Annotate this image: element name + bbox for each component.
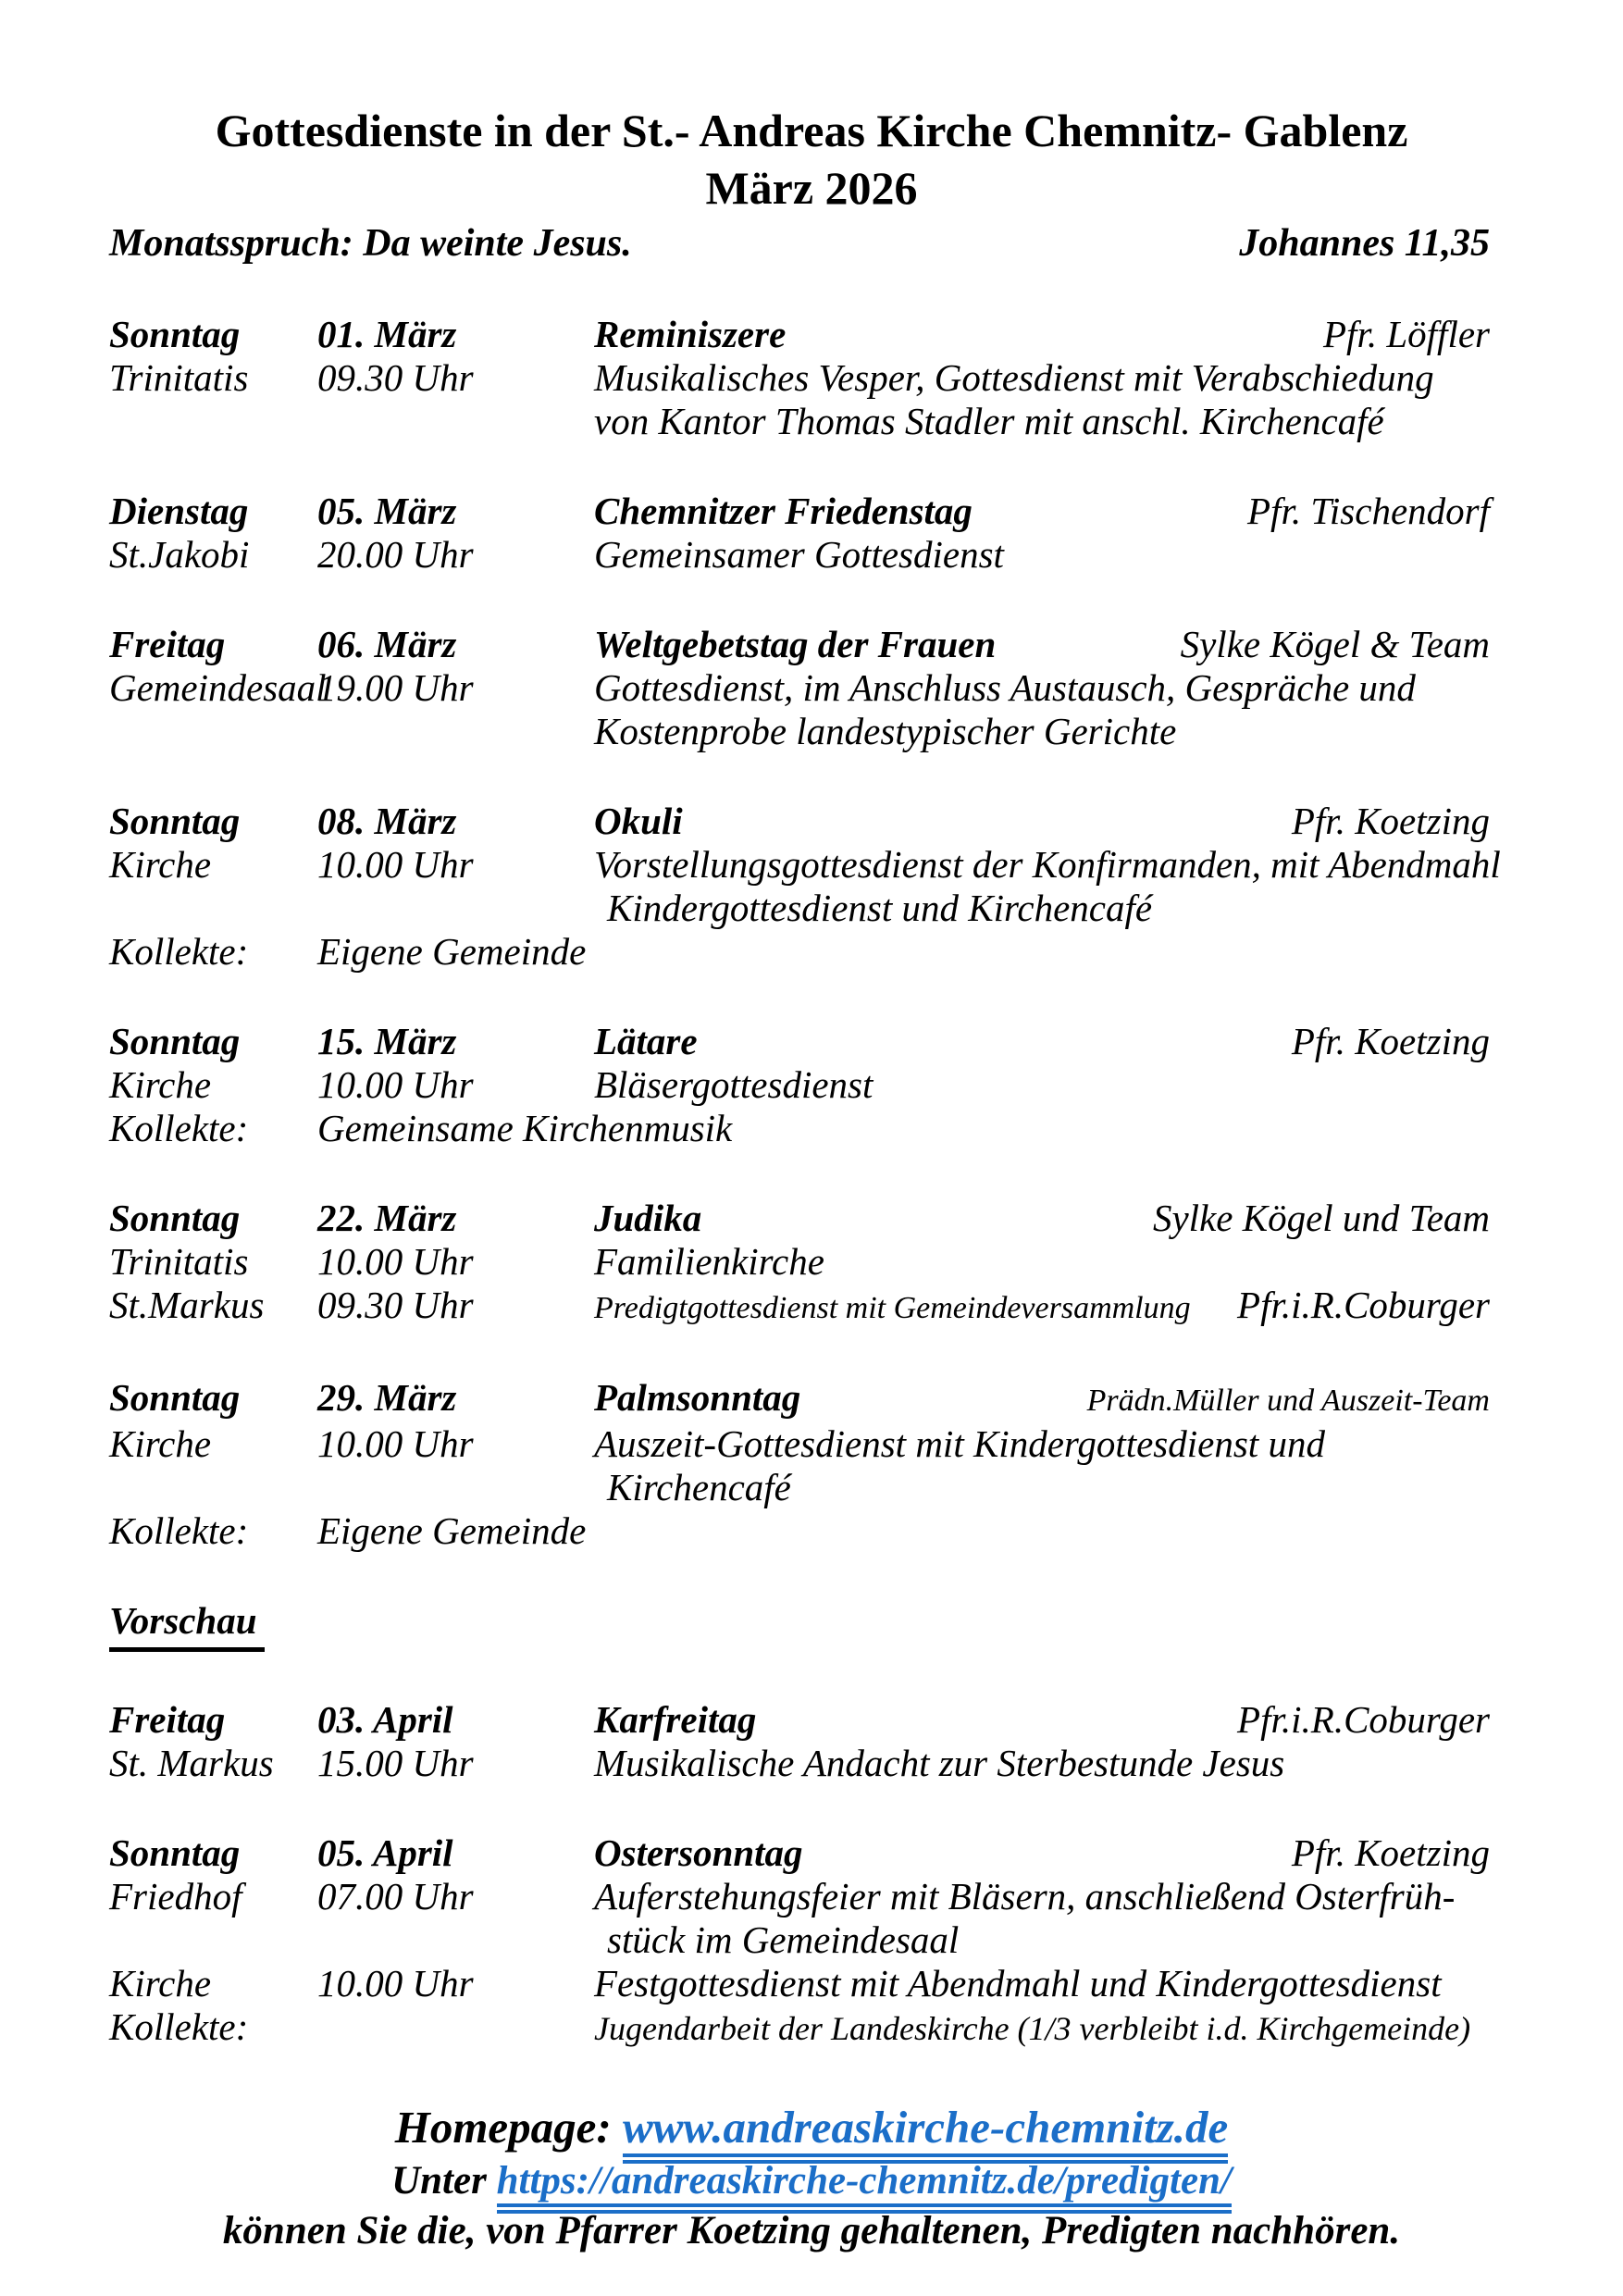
vorschau-content [109, 1698, 1490, 2051]
schedule-row [109, 623, 1490, 666]
description-cell: Gottesdienst, im Anschluss Austausch, Gespräche und [594, 666, 1416, 709]
location-cell: Trinitatis [109, 356, 249, 399]
schedule-row [109, 843, 1501, 887]
kollekte-label: Kollekte: [109, 1107, 249, 1149]
schedule-row [109, 887, 1490, 930]
description-cell: Familienkirche [594, 1240, 824, 1283]
page-title-line-2: März 2026 [705, 162, 918, 214]
kollekte-row [109, 1509, 1490, 1553]
kollekte-value: Eigene Gemeinde [317, 1509, 587, 1552]
homepage-link[interactable]: www.andreaskirche-chemnitz.de [623, 2102, 1228, 2164]
time-cell: 10.00 Uhr [317, 1962, 474, 2004]
date-cell: 22. März [317, 1197, 457, 1239]
schedule-row [109, 1962, 1490, 2005]
schedule-row [109, 1422, 1490, 1466]
schedule-content [109, 220, 1501, 1553]
schedule-row [109, 1698, 1490, 1742]
title-cell: Palmsonntag [594, 1376, 801, 1419]
title-cell: Weltgebetstag der Frauen [594, 623, 997, 665]
schedule-row [109, 710, 1490, 753]
schedule-row [109, 1063, 1490, 1107]
predigten-line [0, 2156, 1623, 2206]
description-cell: Musikalisches Vesper, Gottesdienst mit Verabschiedung [594, 356, 1434, 399]
kollekte-value: Jugendarbeit der Landeskirche (1/3 verbleibt i.d. Kirchgemeinde) [594, 2010, 1471, 2047]
schedule-row [109, 356, 1490, 400]
service-block [109, 313, 1490, 443]
location-cell: St.Jakobi [109, 533, 250, 576]
time-cell: 09.30 Uhr [317, 356, 474, 399]
service-block [109, 490, 1490, 577]
vorschau-heading: Vorschau [109, 1599, 1490, 1652]
service-block [109, 1197, 1490, 1330]
schedule-row [109, 1197, 1490, 1240]
day-cell: Freitag [109, 1698, 226, 1741]
kollekte-value: Gemeinsame Kirchenmusik [317, 1107, 733, 1149]
schedule-row [109, 1875, 1490, 1918]
date-cell: 05. April [317, 1831, 453, 1874]
day-cell: Freitag [109, 623, 226, 665]
location-cell: Kirche [109, 1063, 212, 1106]
day-cell: Sonntag [109, 313, 241, 355]
description-cell: Gemeinsamer Gottesdienst [594, 533, 1004, 576]
predigten-label: Unter [391, 2159, 487, 2203]
location-cell: St. Markus [109, 1742, 274, 1784]
leader-cell: Sylke Kögel und Team [1152, 1197, 1490, 1239]
motto-reference: Johannes 11,35 [1239, 222, 1490, 265]
time-cell: 19.00 Uhr [317, 666, 474, 709]
schedule-row [109, 1240, 1490, 1284]
leader-cell: Prädn.Müller und Auszeit-Team [1086, 1384, 1490, 1418]
description-cell: Auferstehungsfeier mit Bläsern, anschließend Osterfrüh- [594, 1875, 1456, 1917]
leader-cell: Pfr. Koetzing [1291, 1831, 1490, 1874]
schedule-row [109, 490, 1490, 533]
description-cell: Vorstellungsgottesdienst der Konfirmanden, mit Abendmahl [594, 843, 1501, 886]
location-cell: St.Markus [109, 1284, 265, 1326]
service-block [109, 800, 1501, 974]
service-block [109, 1698, 1490, 1785]
title-cell: Lätare [594, 1020, 698, 1062]
schedule-row [109, 1918, 1490, 1962]
location-cell: Kirche [109, 1962, 212, 2004]
title-cell: Judika [594, 1197, 702, 1239]
time-cell: 09.30 Uhr [317, 1284, 474, 1326]
schedule-row [109, 533, 1490, 577]
page-title-line-1: Gottesdienste in der St.- Andreas Kirche Chemnitz- Gablenz [215, 105, 1408, 156]
description-cell: stück im Gemeindesaal [607, 1918, 960, 1961]
description-cell: Festgottesdienst mit Abendmahl und Kindergottesdienst [594, 1962, 1442, 2004]
leader-cell: Sylke Kögel & Team [1180, 623, 1490, 665]
time-cell: 10.00 Uhr [317, 843, 474, 886]
title-cell: Okuli [594, 800, 683, 842]
location-cell: Gemeindesaal [109, 666, 327, 709]
title-cell: Karfreitag [594, 1698, 757, 1741]
title-cell: Ostersonntag [594, 1831, 803, 1874]
date-cell: 29. März [317, 1376, 457, 1419]
leader-cell: Pfr. Tischendorf [1247, 490, 1490, 532]
time-cell: 10.00 Uhr [317, 1422, 474, 1465]
schedule-row [109, 1742, 1490, 1785]
footer [0, 2099, 1623, 2256]
schedule-row [109, 1376, 1490, 1422]
schedule-row [109, 1466, 1490, 1509]
schedule-row [109, 400, 1490, 443]
time-cell: 10.00 Uhr [317, 1063, 474, 1106]
time-cell: 10.00 Uhr [317, 1240, 474, 1283]
kollekte-row [109, 1107, 1490, 1150]
description-cell: Musikalische Andacht zur Sterbestunde Jesus [594, 1742, 1285, 1784]
schedule-row [109, 1284, 1490, 1330]
motto-text: Monatsspruch: Da weinte Jesus. [109, 222, 632, 265]
predigten-link[interactable]: https://andreaskirche-chemnitz.de/predigten/ [497, 2159, 1232, 2214]
description-cell: von Kantor Thomas Stadler mit anschl. Kirchencafé [594, 400, 1384, 442]
schedule-row [109, 800, 1490, 843]
leader-cell: Pfr. Koetzing [1291, 800, 1490, 842]
day-cell: Sonntag [109, 800, 241, 842]
time-cell: 07.00 Uhr [317, 1875, 474, 1917]
kollekte-value: Eigene Gemeinde [317, 930, 587, 973]
day-cell: Sonntag [109, 1197, 241, 1239]
location-cell: Friedhof [109, 1875, 242, 1917]
date-cell: 08. März [317, 800, 457, 842]
service-block [109, 1020, 1490, 1150]
service-block [109, 1831, 1490, 2051]
homepage-line [0, 2099, 1623, 2156]
date-cell: 06. März [317, 623, 457, 665]
time-cell: 15.00 Uhr [317, 1742, 474, 1784]
date-cell: 01. März [317, 313, 457, 355]
homepage-label: Homepage: [394, 2102, 612, 2153]
footer-note: können Sie die, von Pfarrer Koetzing gehaltenen, Predigten nachhören. [222, 2209, 1401, 2253]
location-cell: Kirche [109, 1422, 212, 1465]
leader-cell: Pfr.i.R.Coburger [1237, 1698, 1490, 1741]
time-cell: 20.00 Uhr [317, 533, 474, 576]
kollekte-row [109, 930, 1490, 974]
service-block [109, 1376, 1490, 1553]
description-cell: Kindergottesdienst und Kirchencafé [607, 887, 1153, 929]
service-block [109, 623, 1490, 753]
day-cell: Sonntag [109, 1376, 241, 1419]
kollekte-label: Kollekte: [109, 1509, 249, 1552]
schedule-row [109, 666, 1490, 710]
leader-cell: Pfr. Löffler [1323, 313, 1490, 355]
schedule-row [109, 1831, 1490, 1875]
date-cell: 05. März [317, 490, 457, 532]
description-cell: Auszeit-Gottesdienst mit Kindergottesdienst und [594, 1422, 1325, 1465]
day-cell: Sonntag [109, 1020, 241, 1062]
description-cell: Predigtgottesdienst mit Gemeindeversammlung [594, 1291, 1191, 1325]
leader-cell: Pfr.i.R.Coburger [1237, 1284, 1490, 1326]
date-cell: 03. April [317, 1698, 453, 1741]
monthly-motto [109, 220, 1490, 267]
page-title [0, 0, 1623, 217]
description-cell: Kostenprobe landestypischer Gerichte [594, 710, 1177, 752]
date-cell: 15. März [317, 1020, 457, 1062]
day-cell: Dienstag [109, 490, 249, 532]
location-cell: Trinitatis [109, 1240, 249, 1283]
description-cell: Bläsergottesdienst [594, 1063, 873, 1106]
day-cell: Sonntag [109, 1831, 241, 1874]
title-cell: Chemnitzer Friedenstag [594, 490, 973, 532]
schedule-row [109, 1020, 1490, 1063]
schedule-row [109, 313, 1490, 356]
kollekte-label: Kollekte: [109, 930, 249, 973]
description-cell: Kirchencafé [607, 1466, 791, 1508]
kollekte-label: Kollekte: [109, 2005, 249, 2048]
title-cell: Reminiszere [594, 313, 787, 355]
location-cell: Kirche [109, 843, 212, 886]
leader-cell: Pfr. Koetzing [1291, 1020, 1490, 1062]
kollekte-row [109, 2005, 1490, 2051]
